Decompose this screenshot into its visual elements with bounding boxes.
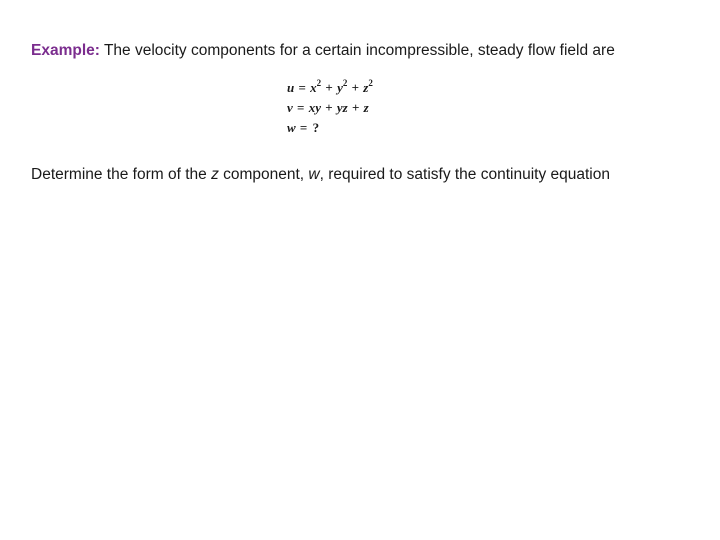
z-variable: z [211,166,219,183]
intro-text: The velocity components for a certain incompressible, steady flow field are [99,42,615,59]
u-equals: = [298,80,306,95]
v-plus2: + [352,100,360,115]
velocity-equations [287,78,373,138]
u-plus1: + [325,80,333,95]
w-variable-inline: w [308,166,320,183]
question-part1: Determine the form of the [31,166,212,183]
u-term1: x [310,80,317,95]
question-part2: component, [218,166,309,183]
question-text [31,166,610,184]
v-equals: = [297,100,305,115]
w-variable: w [287,120,296,135]
equation-w [287,118,373,138]
w-unknown: ? [312,120,320,135]
equation-v [287,98,373,118]
v-term2: yz [336,100,348,115]
u-variable: u [287,80,295,95]
u-term3: z [363,80,369,95]
v-term3: z [363,100,369,115]
example-label: Example: [31,42,100,59]
w-equals: = [299,120,308,135]
equation-u [287,78,373,98]
u-term2: y [337,80,343,95]
u-plus2: + [351,80,360,95]
example-statement [31,42,615,60]
u-term3-exponent: 2 [368,78,373,88]
v-variable: v [287,100,293,115]
u-term1-exponent: 2 [316,78,322,88]
v-plus1: + [325,100,333,115]
v-term1: xy [308,100,321,115]
question-part3: , required to satisfy the continuity equation [319,166,610,183]
u-term2-exponent: 2 [342,78,348,88]
